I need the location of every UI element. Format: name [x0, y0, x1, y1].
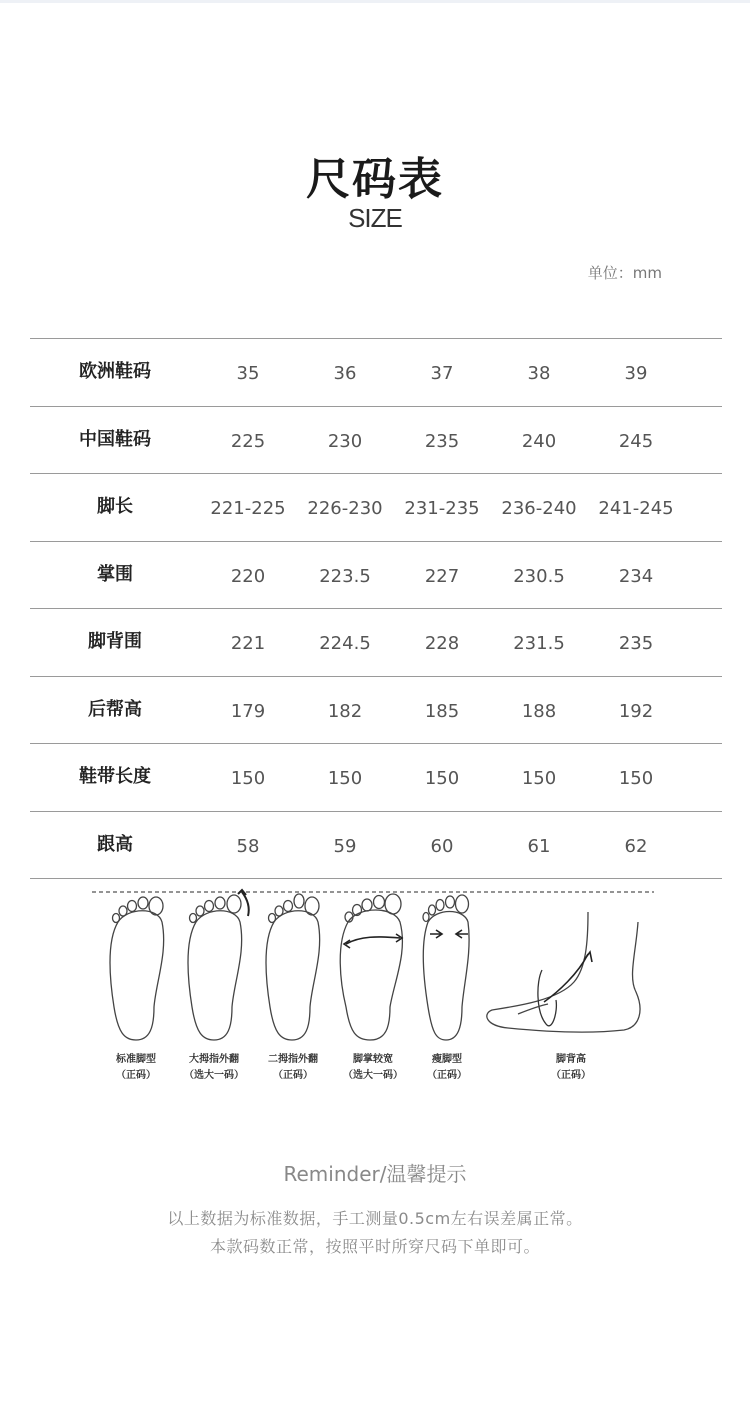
table-cell: 179 [230, 700, 266, 722]
table-cell: 241-245 [598, 498, 674, 519]
page-subtitle: SIZE [348, 203, 402, 233]
table-cell: 60 [430, 835, 454, 857]
table-cell: 220 [230, 565, 266, 587]
table-cell: 245 [618, 430, 654, 452]
row-label: 掌围 [97, 563, 133, 585]
table-cell: 221-225 [210, 498, 286, 519]
reminder-line: 本款码数正常，按照平时所穿尺码下单即可。 [209, 1237, 540, 1256]
reminder-title: Reminder/温馨提示 [283, 1162, 467, 1186]
unit-label: 单位：mm [587, 264, 662, 282]
table-cell: 228 [424, 633, 460, 654]
foot-type-caption: 大拇指外翻 （选大一码） [184, 1054, 244, 1081]
table-cell: 150 [521, 768, 557, 789]
table-cell: 226-230 [307, 498, 383, 519]
table-cell: 221 [230, 633, 266, 654]
foot-type-caption: 脚背高 （正码） [551, 1054, 591, 1081]
foot-type-caption: 脚掌较宽 （选大一码） [343, 1054, 403, 1081]
row-label: 跟高 [97, 833, 133, 855]
table-cell: 59 [333, 835, 357, 857]
foot-type-caption: 二拇指外翻 （正码） [268, 1054, 318, 1081]
table-cell: 230.5 [513, 565, 565, 587]
table-cell: 39 [624, 363, 648, 384]
table-cell: 150 [424, 768, 460, 789]
table-cell: 185 [424, 700, 460, 722]
row-label: 后帮高 [88, 698, 142, 720]
standard-foot-icon [110, 897, 164, 1040]
table-cell: 236-240 [501, 498, 577, 519]
table-cell: 230 [327, 430, 363, 452]
row-label: 脚长 [97, 496, 133, 517]
reminder-line: 以上数据为标准数据，手工测量0.5cm左右误差属正常。 [167, 1209, 583, 1228]
page-title: 尺码表 [306, 154, 444, 205]
table-cell: 231-235 [404, 498, 480, 519]
slim-foot-icon [423, 895, 469, 1040]
second-toe-foot-icon [266, 894, 320, 1040]
foot-type-caption: 标准脚型 （正码） [116, 1054, 156, 1081]
table-cell: 182 [327, 700, 363, 722]
table-cell: 37 [430, 363, 454, 384]
row-label: 中国鞋码 [79, 428, 151, 450]
table-cell: 224.5 [319, 633, 371, 654]
table-row [30, 407, 722, 475]
foot-type-caption: 瘦脚型 （正码） [427, 1054, 467, 1081]
table-cell: 58 [236, 835, 260, 857]
size-table [30, 338, 722, 879]
row-label: 欧洲鞋码 [79, 361, 151, 382]
table-row [30, 677, 722, 745]
table-cell: 188 [521, 700, 557, 722]
table-cell: 227 [424, 565, 460, 587]
table-cell: 61 [527, 835, 551, 857]
table-row [30, 474, 722, 542]
table-row [30, 744, 722, 812]
wide-foot-icon [340, 894, 402, 1040]
table-cell: 150 [230, 768, 266, 789]
table-row [30, 812, 722, 880]
table-cell: 223.5 [319, 565, 371, 587]
high-instep-foot-icon [487, 912, 640, 1032]
row-label: 脚背围 [88, 631, 142, 652]
table-row [30, 609, 722, 677]
table-cell: 62 [624, 835, 648, 857]
table-cell: 225 [230, 430, 266, 452]
table-cell: 235 [424, 430, 460, 452]
table-cell: 192 [618, 700, 654, 722]
table-row [30, 339, 722, 407]
table-row [30, 542, 722, 610]
row-label: 鞋带长度 [79, 766, 151, 787]
bunion-foot-icon [188, 890, 249, 1040]
table-cell: 38 [527, 363, 551, 384]
table-cell: 150 [618, 768, 654, 789]
table-cell: 240 [521, 430, 557, 452]
table-cell: 150 [327, 768, 363, 789]
table-cell: 36 [333, 363, 357, 384]
top-divider [0, 0, 750, 3]
table-cell: 35 [236, 363, 260, 384]
table-cell: 235 [618, 633, 654, 654]
table-cell: 231.5 [513, 633, 565, 654]
table-cell: 234 [618, 565, 654, 587]
